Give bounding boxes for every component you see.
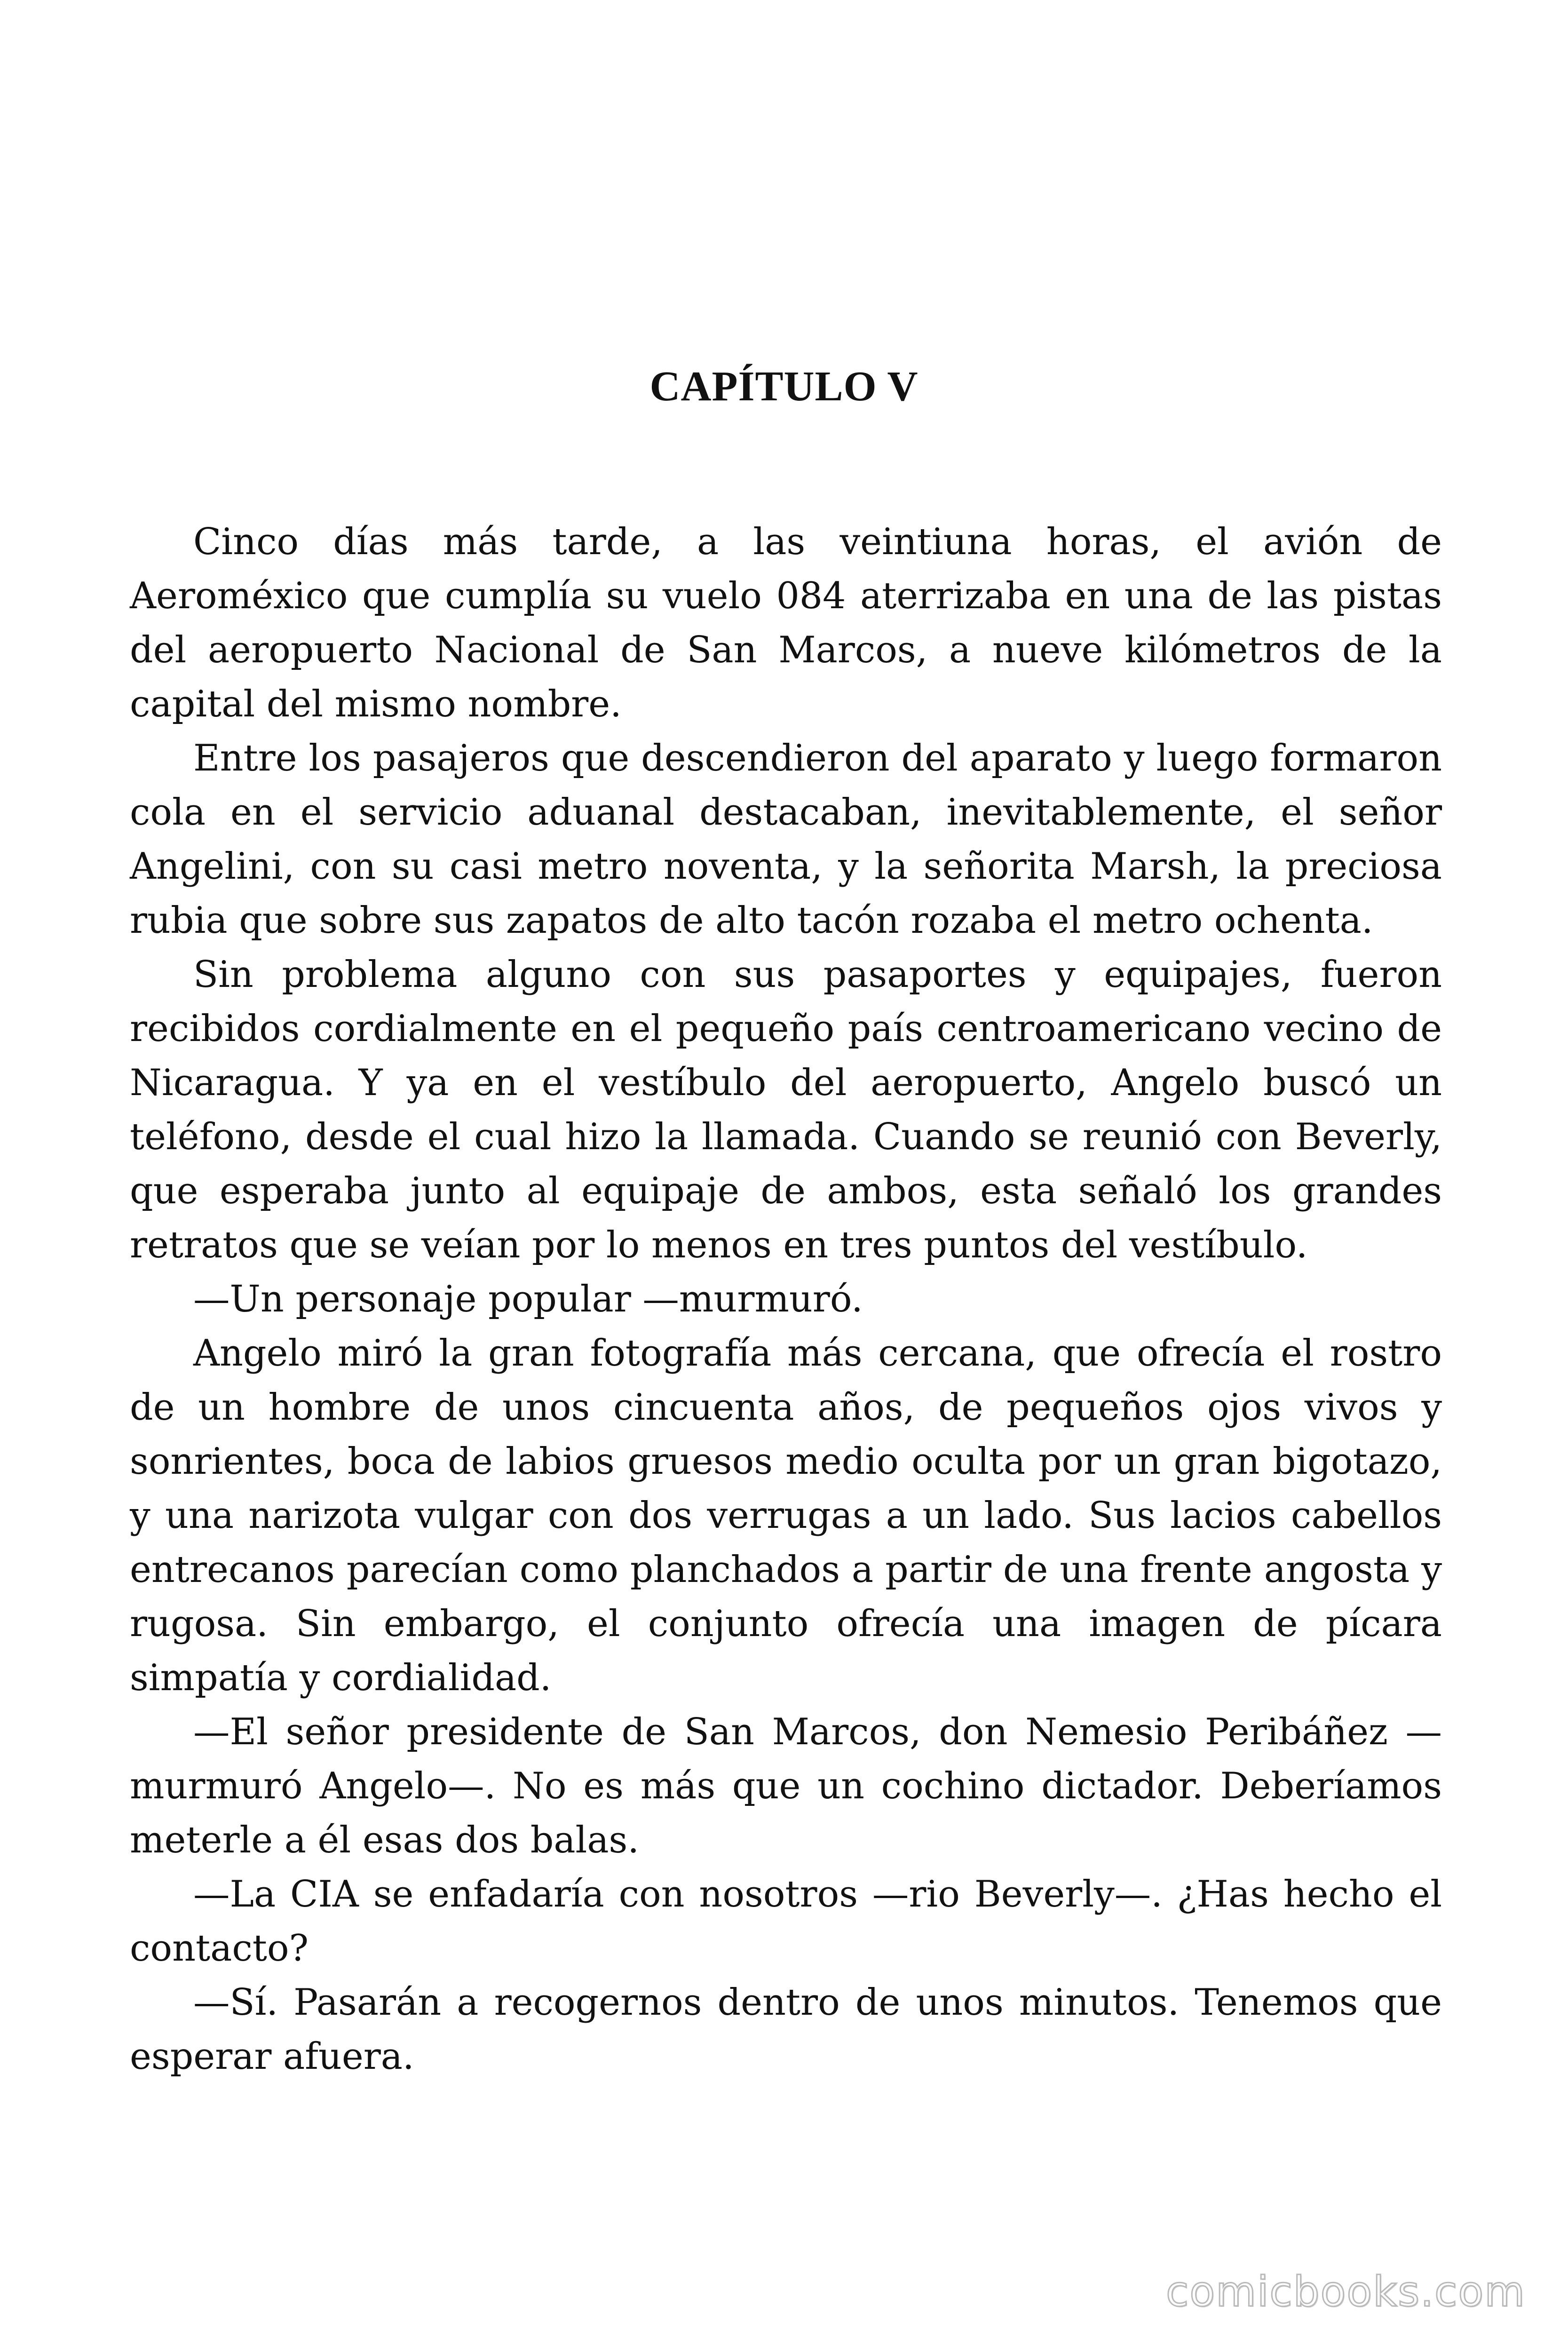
paragraph: —El señor presidente de San Marcos, don Nemesio Peribáñez —murmuró Angelo—. No es más que un cochino dictador. Deberíamos meterle a él esas dos balas. [130, 1711, 1442, 1861]
watermark: comicbooks.com [1165, 2267, 1526, 2316]
paragraph: Entre los pasajeros que descendieron del aparato y luego formaron cola en el servicio aduanal destacaban, inevitablemente, el señor Angelini, con su casi metro noventa, y la señorita Marsh, la preciosa rubia que sobre sus zapatos de alto tacón rozaba el metro ochenta. [130, 737, 1442, 942]
paragraph: —La CIA se enfadaría con nosotros —rio Beverly—. ¿Has hecho el contacto? [130, 1873, 1442, 1970]
paragraph: Sin problema alguno con sus pasaportes y equipajes, fueron recibidos cordialmente en el pequeño país centroamericano vecino de Nicaragua. Y ya en el vestíbulo del aeropuerto, Angelo buscó un teléfono, desde el cual hizo la llamada. Cuando se reunió con Beverly, que esperaba junto al equipaje de ambos, esta señaló los grandes retratos que se veían por lo menos en tres puntos del vestíbulo. [130, 954, 1442, 1266]
paragraph: Cinco días más tarde, a las veintiuna horas, el avión de Aeroméxico que cumplía su vuelo 084 aterrizaba en una de las pistas del aeropuerto Nacional de San Marcos, a nueve kilómetros de la capital del mismo nombre. [130, 521, 1442, 725]
paragraph: —Un personaje popular —murmuró. [193, 1278, 863, 1320]
paragraph: —Sí. Pasarán a recogernos dentro de unos minutos. Tenemos que esperar afuera. [130, 1981, 1442, 2078]
chapter-body [130, 515, 1442, 2084]
paragraph: Angelo miró la gran fotografía más cercana, que ofrecía el rostro de un hombre de unos cincuenta años, de pequeños ojos vivos y sonrientes, boca de labios gruesos medio oculta por un gran bigotazo, y una narizota vulgar con dos verrugas a un lado. Sus lacios cabellos entrecanos parecían como planchados a partir de una frente angosta y rugosa. Sin embargo, el conjunto ofrecía una imagen de pícara simpatía y cordialidad. [130, 1332, 1442, 1699]
chapter-title: CAPÍTULO V [649, 363, 919, 410]
